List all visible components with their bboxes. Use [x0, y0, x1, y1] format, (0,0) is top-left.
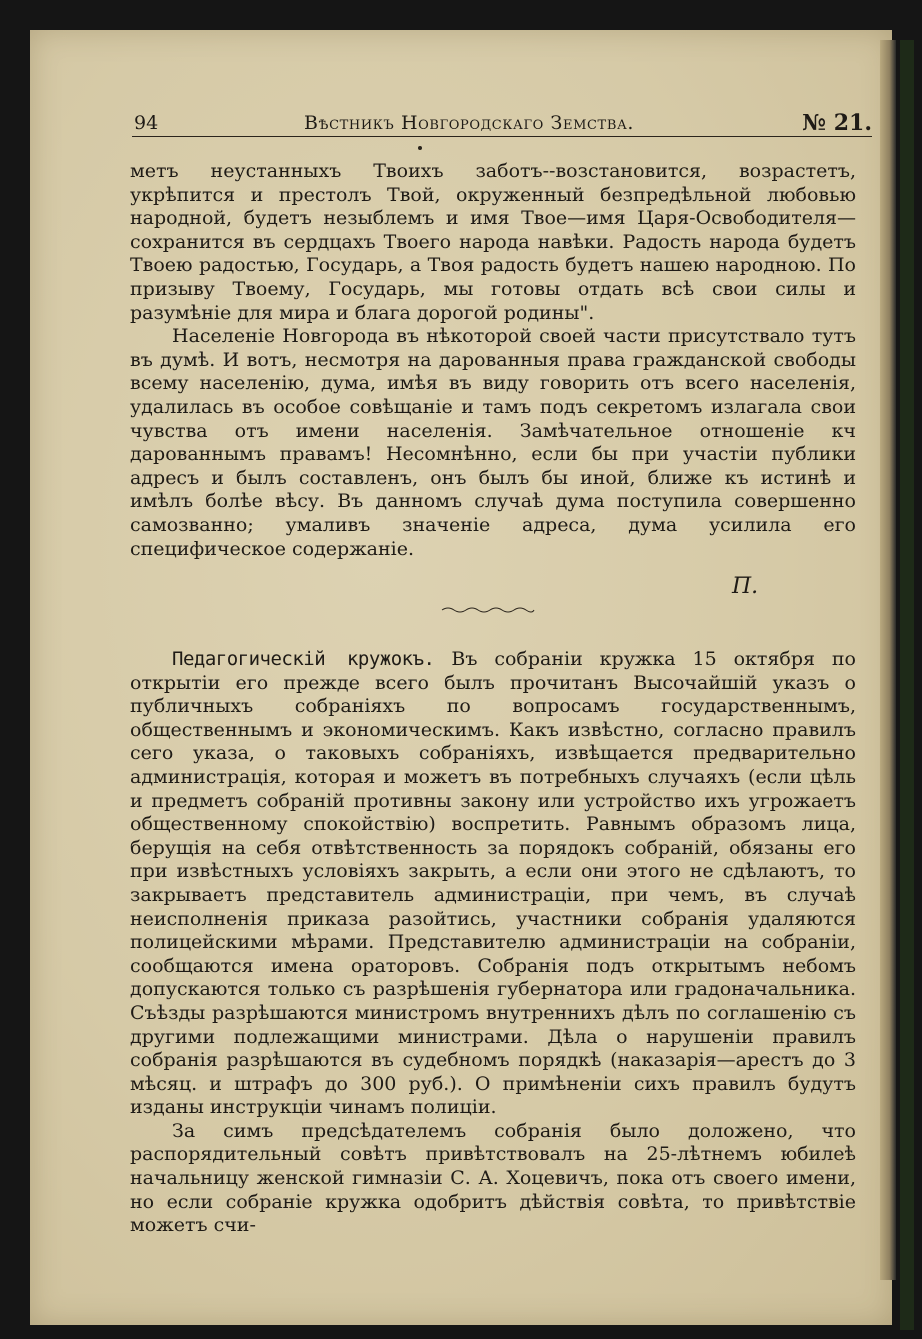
article-pedagogical-circle — [130, 648, 856, 1238]
paragraph — [130, 648, 856, 1120]
page-edge — [880, 40, 896, 1280]
running-header — [104, 110, 874, 140]
section-heading: Педагогическій кружокъ. — [172, 648, 435, 670]
paragraph-text: Въ собраніи кружка 15 октября по открытіи его прежде всего былъ прочитанъ Высочайшій указъ о публичныхъ собраніяхъ по вопросамъ государственнымъ, общественнымъ и экономическимъ. Какъ извѣстно, согласно правилъ сего указа, о таковыхъ собраніяхъ, извѣщается предварительно администрація, которая и можетъ въ потребныхъ случаяхъ (если цѣль и предметъ собраній противны закону или устройство ихъ угрожаетъ общественному спокойствію) воспретить. Равнымъ образомъ лица, берущія на себя отвѣтственность за порядокъ собраній, обязаны его при извѣстныхъ условіяхъ закрыть, а если они этого не сдѣлаютъ, то закрываетъ представитель администраціи, при чемъ, въ случаѣ неисполненія приказа разойтись, участники собранія удаляются полицейскими мѣрами. Представителю администраціи на собраніи, сообщаются имена ораторовъ. Собранія подъ открытымъ небомъ допускаются только съ разрѣшенія губернатора или градоначальника. Съѣзды разрѣшаются министромъ внутреннихъ дѣлъ по соглашенію съ другими подлежащими министрами. Дѣла о нарушеніи правилъ собранія разрѣшаются въ судебномъ порядкѣ (наказарія—арестъ до 3 мѣсяц. и штрафъ до 300 руб.). О примѣненіи сихъ правилъ будутъ изданы инструкціи чинамъ полиціи. — [130, 648, 856, 1119]
page-number: 94 — [134, 112, 159, 134]
paragraph: метъ неустанныхъ Твоихъ заботъ--возстановится, возрастетъ, укрѣпится и престолъ Твой, окруженный безпредѣльной любовью народной, будетъ незыблемъ и имя Твое—имя Царя-Освободителя—сохранится въ сердцахъ Твоего народа навѣки. Радость народа будетъ Твоею радостью, Государь, а Твоя радость будетъ нашею народною. По призыву Твоему, Государь, мы готовы отдать всѣ свои силы и разумѣніе для мира и блага дорогой родины". — [130, 160, 856, 324]
section-divider — [440, 606, 536, 614]
paragraph: За симъ предсѣдателемъ собранія было доложено, что распорядительный совѣтъ привѣтствовалъ на 25-лѣтнемъ юбилеѣ начальницу женской гимназіи С. А. Хоцевичъ, пока отъ своего имени, но если собраніе кружка одобритъ дѣйствія совѣта, то привѣтствіе можетъ счи- — [130, 1119, 856, 1237]
header-rule — [132, 136, 872, 137]
author-signature: П. — [732, 574, 759, 599]
journal-title: Вѣстникъ Новгородскаго Земства. — [304, 112, 635, 134]
issue-number: № 21. — [802, 110, 872, 136]
article-continuation — [130, 160, 856, 561]
scan-strip — [900, 40, 914, 1330]
ink-dot — [418, 146, 422, 150]
paragraph: Населеніе Новгорода въ нѣкоторой своей части присутствало тутъ въ думѣ. И вотъ, несмотря на дарованныя права гражданской свободы всему населенію, дума, имѣя въ виду говорить отъ всего населенія, удалилась въ особое совѣщаніе и тамъ подъ секретомъ излагала свои чувства отъ имени населенія. Замѣчательное отношеніе кч дарованнымъ правамъ! Несомнѣнно, если бы при участіи публики адресъ и былъ составленъ, онъ былъ бы иной, ближе къ истинѣ и имѣлъ болѣе вѣсу. Въ данномъ случаѣ дума поступила совершенно самозванно; умаливъ значеніе адреса, дума усилила его специфическое содержаніе. — [130, 325, 856, 560]
